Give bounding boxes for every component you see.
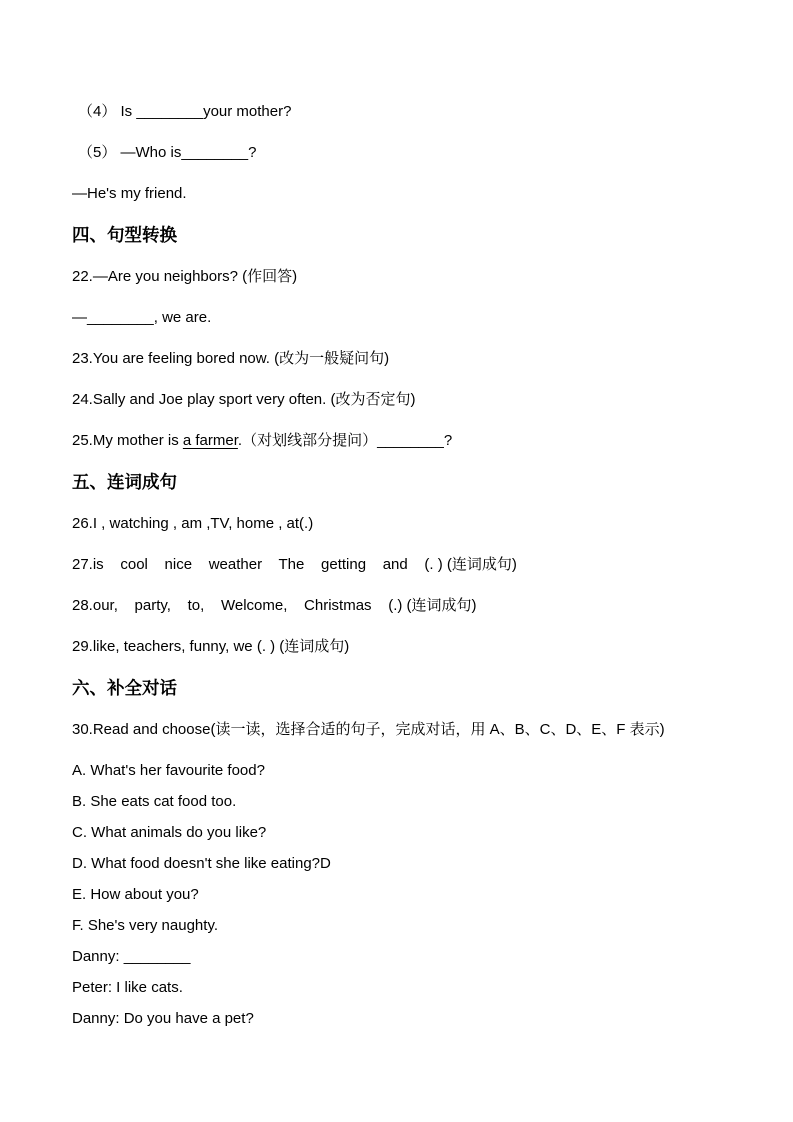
choice-option-e: E. How about you? xyxy=(72,886,199,903)
section-heading-complete-dialogue: 六、补全对话 xyxy=(72,678,177,698)
question-22: 22.—Are you neighbors? (作回答) xyxy=(72,268,298,285)
section-heading-sentence-transformation: 四、句型转换 xyxy=(72,225,177,245)
section-heading-make-sentences: 五、连词成句 xyxy=(72,472,177,492)
question-24: 24.Sally and Joe play sport very often. (改为否定句) xyxy=(72,391,416,408)
choice-option-d: D. What food doesn't she like eating?D xyxy=(72,855,331,872)
question-27: 27.is cool nice weather The getting and (. ) (连词成句) xyxy=(72,556,517,573)
fill-blank-item-5: （5） —Who is________? xyxy=(78,144,257,161)
choice-option-b: B. She eats cat food too. xyxy=(72,793,237,810)
question-25-underlined-phrase: a farmer xyxy=(182,432,238,449)
question-22-answer-line: —________, we are. xyxy=(72,309,212,326)
question-25-prefix: 25.My mother is xyxy=(72,432,183,449)
dialogue-line-danny-1: Danny: ________ xyxy=(72,948,191,965)
question-25-suffix: .（对划线部分提问）________? xyxy=(237,432,453,449)
choice-option-a: A. What's her favourite food? xyxy=(72,762,265,779)
question-26: 26.I , watching , am ,TV, home , at(.) xyxy=(72,515,314,532)
question-28: 28.our, party, to, Welcome, Christmas (.) (连词成句) xyxy=(72,597,477,614)
choice-option-c: C. What animals do you like? xyxy=(72,824,267,841)
fill-blank-item-4: （4） Is ________your mother? xyxy=(78,103,292,120)
choice-option-f: F. She's very naughty. xyxy=(72,917,218,934)
question-23: 23.You are feeling bored now. (改为一般疑问句) xyxy=(72,350,390,367)
question-25 xyxy=(72,431,723,450)
question-29: 29.like, teachers, funny, we (. ) (连词成句) xyxy=(72,638,350,655)
dialogue-line-danny-2: Danny: Do you have a pet? xyxy=(72,1010,254,1027)
dialogue-line-peter-1: Peter: I like cats. xyxy=(72,979,183,996)
fill-blank-item-5-answer: —He's my friend. xyxy=(72,185,187,202)
question-30-instructions: 30.Read and choose(读一读，选择合适的句子，完成对话，用 A、B、C、D、E、F 表示) xyxy=(72,721,665,738)
